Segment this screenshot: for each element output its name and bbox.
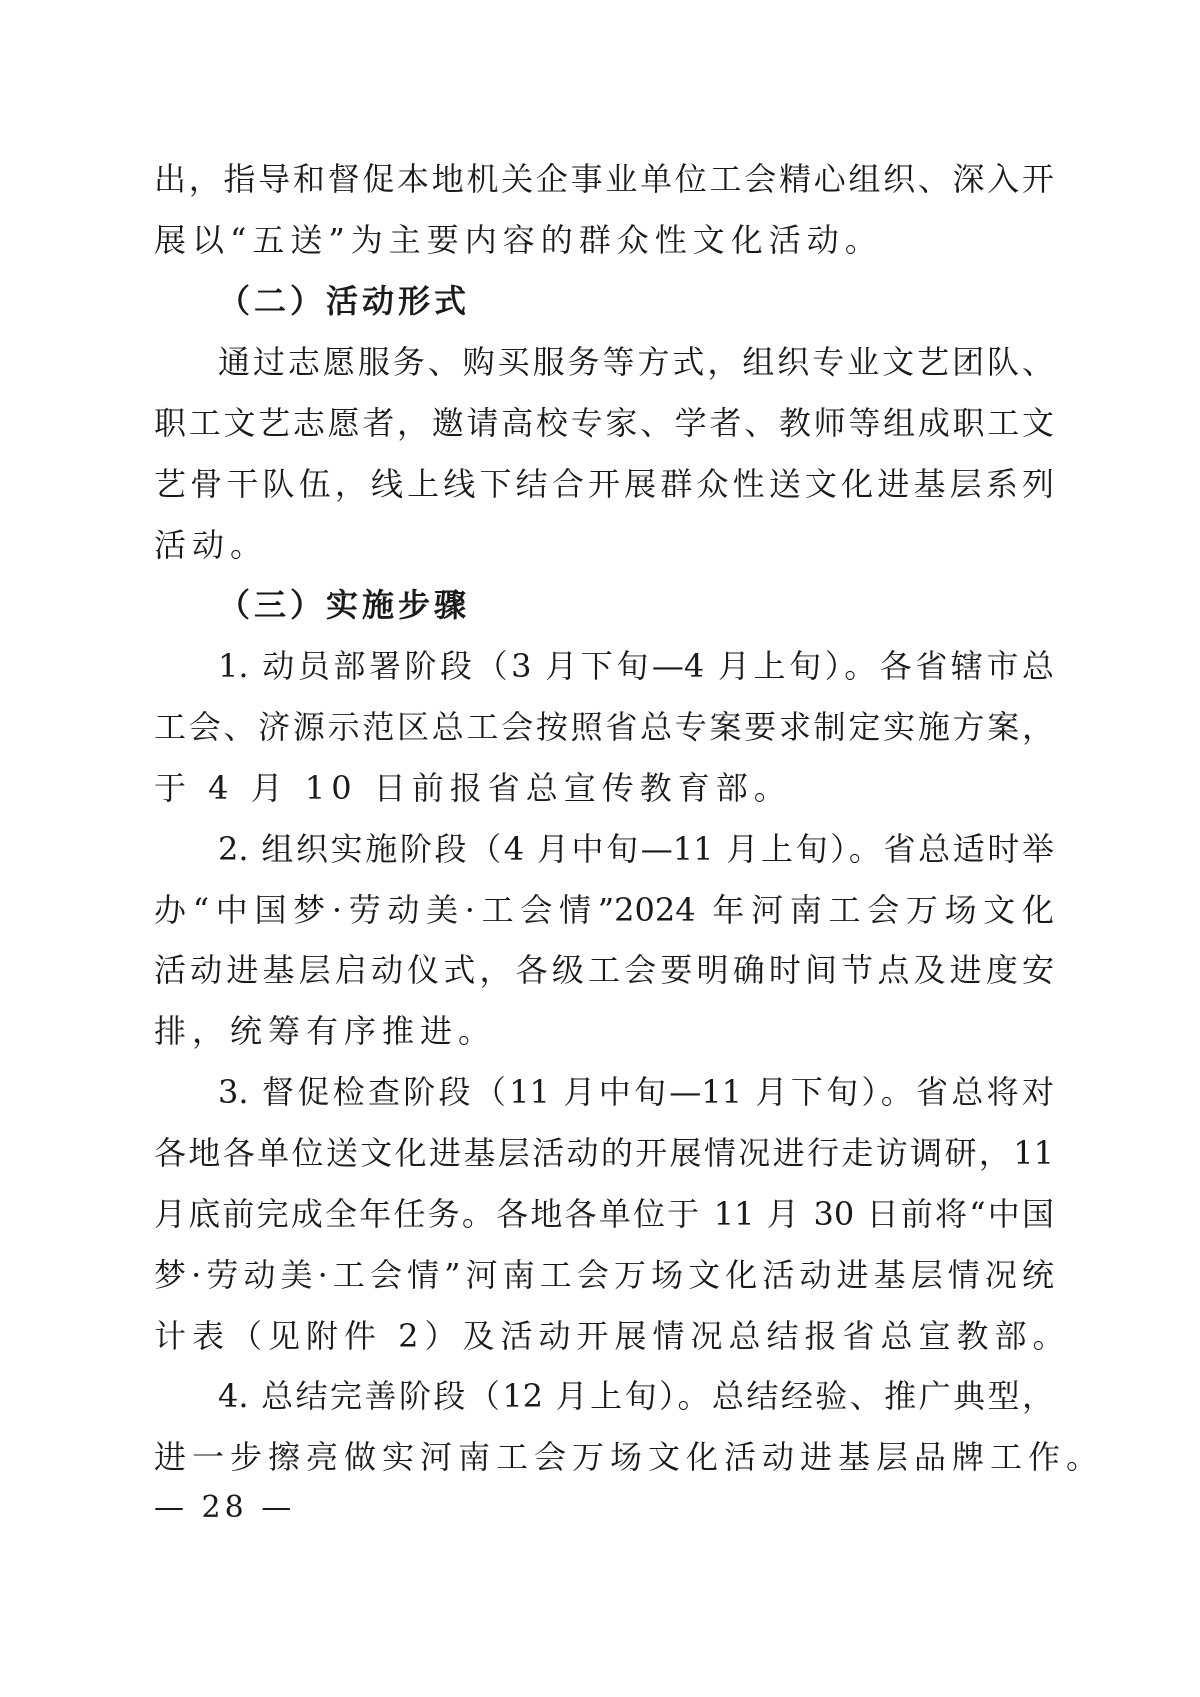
body-text-line: 4. 总结完善阶段（12 月上旬）。总结经验、推广典型，	[218, 1377, 1054, 1415]
body-text-line: 工会、济源示范区总工会按照省总专案要求制定实施方案，	[154, 708, 1054, 746]
body-text-line: 展以“五送”为主要内容的群众性文化活动。	[154, 221, 883, 259]
body-text-line: 月底前完成全年任务。各地各单位于 11 月 30 日前将“中国	[154, 1195, 1054, 1233]
body-text-line: 计表（见附件 2）及活动开展情况总结报省总宣教部。	[154, 1317, 1071, 1355]
page-number: — 28 —	[154, 1490, 296, 1525]
body-text-line: 排，统筹有序推进。	[154, 1012, 497, 1050]
body-text-line: 通过志愿服务、购买服务等方式，组织专业文艺团队、	[218, 343, 1054, 381]
body-text-line: 各地各单位送文化进基层活动的开展情况进行走访调研，11	[154, 1134, 1054, 1172]
body-text-line: 3. 督促检查阶段（11 月中旬—11 月下旬）。省总将对	[218, 1073, 1054, 1111]
body-text-line: 活动。	[154, 526, 269, 564]
section-heading: （二）活动形式	[218, 282, 471, 320]
body-text-line: 活动进基层启动仪式，各级工会要明确时间节点及进度安	[154, 951, 1054, 989]
body-text-line: 办“中国梦·劳动美·工会情”2024 年河南工会万场文化	[154, 891, 1054, 929]
section-heading: （三）实施步骤	[218, 586, 471, 624]
body-text-line: 艺骨干队伍，线上线下结合开展群众性送文化进基层系列	[154, 465, 1054, 503]
body-text-line: 出，指导和督促本地机关企事业单位工会精心组织、深入开	[154, 160, 1054, 198]
body-text-line: 梦·劳动美·工会情”河南工会万场文化活动进基层情况统	[154, 1256, 1054, 1294]
body-text-line: 进一步擦亮做实河南工会万场文化活动进基层品牌工作。	[154, 1438, 1105, 1476]
body-text-line: 2. 组织实施阶段（4 月中旬—11 月上旬）。省总适时举	[218, 830, 1054, 868]
body-text-line: 1. 动员部署阶段（3 月下旬—4 月上旬）。各省辖市总	[218, 647, 1054, 685]
body-text-line: 于 4 月 10 日前报省总宣传教育部。	[154, 769, 792, 807]
body-text-line: 职工文艺志愿者，邀请高校专家、学者、教师等组成职工文	[154, 404, 1054, 442]
